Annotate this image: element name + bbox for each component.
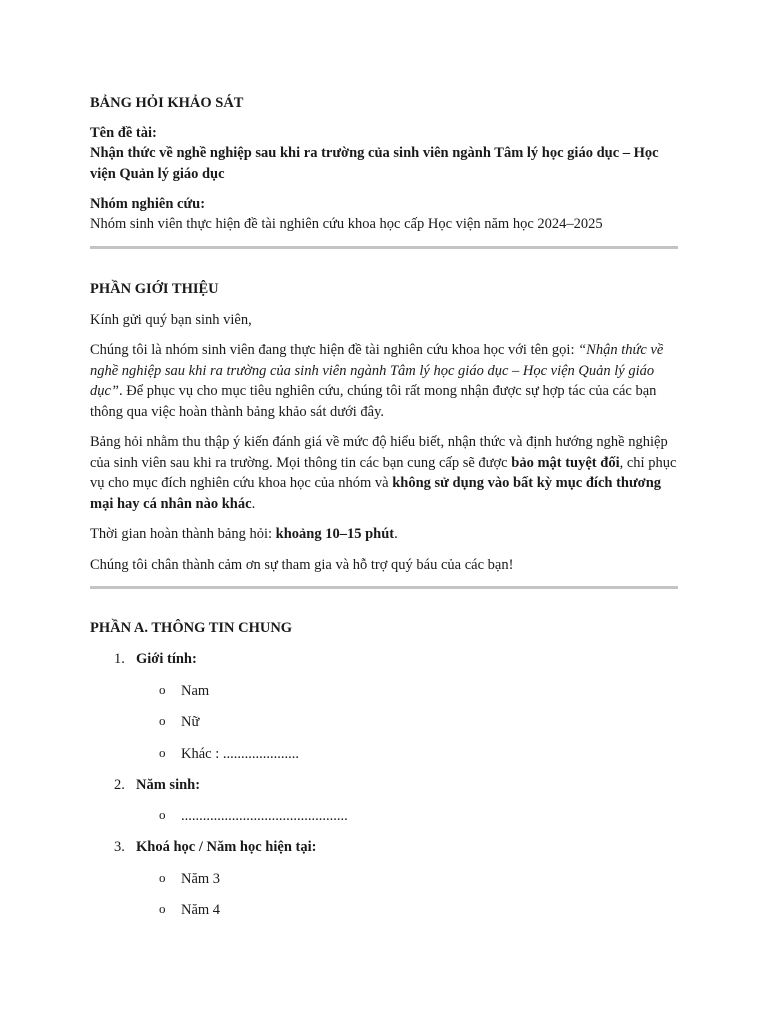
option-nam-4[interactable]: [136, 900, 678, 920]
option-label: Khác : .....................: [181, 745, 299, 762]
question-number: 3.: [114, 839, 125, 855]
question-list: [90, 649, 678, 920]
intro-greeting: Kính gửi quý bạn sinh viên,: [90, 311, 252, 328]
intro-time-period: .: [394, 526, 398, 542]
option-nam-3[interactable]: [136, 869, 678, 889]
question-course-year: [90, 837, 678, 920]
group-text: Nhóm sinh viên thực hiện đề tài nghiên cứu khoa học cấp Học viện năm học 2024–2025: [90, 216, 603, 232]
question-number: 1.: [114, 651, 125, 667]
intro-p2-confidential: bảo mật tuyệt đối: [511, 454, 620, 471]
bullet-icon: o: [159, 869, 166, 885]
option-list: [136, 869, 678, 921]
option-nu[interactable]: [136, 712, 678, 732]
option-birth-year-blank[interactable]: [136, 806, 678, 826]
bullet-icon: o: [159, 744, 166, 760]
divider: [90, 586, 678, 589]
topic-label: Tên đề tài:: [90, 125, 157, 141]
intro-p1-topic-title: “Nhận thức về nghề nghiệp sau khi ra trường của sinh viên ngành Tâm lý học giáo dục – Học viện Quản lý giáo dục”: [90, 342, 664, 399]
question-gender: [90, 649, 678, 764]
question-label: Giới tính:: [136, 651, 197, 667]
bullet-icon: o: [159, 681, 166, 697]
option-label: Nam: [181, 682, 210, 699]
option-nam[interactable]: [136, 681, 678, 701]
option-khac[interactable]: [136, 744, 678, 764]
divider: [90, 246, 678, 249]
question-label: Năm sinh:: [136, 776, 201, 793]
intro-p2-text: Bảng hỏi nhằm thu thập ý kiến đánh giá về mức độ hiểu biết, nhận thức và định hướng nghề nghiệp của sinh viên sau khi ra trường. Mọi thông tin các bạn cung cấp sẽ được: [90, 434, 668, 471]
option-list: [136, 681, 678, 764]
option-label: ..............................................: [181, 808, 348, 824]
intro-thanks: Chúng tôi chân thành cảm ơn sự tham gia và hỗ trợ quý báu của các bạn!: [90, 556, 514, 573]
question-label: Khoá học / Năm học hiện tại:: [136, 839, 317, 855]
question-birth-year: [90, 775, 678, 827]
group-label: Nhóm nghiên cứu:: [90, 196, 206, 212]
intro-p2-no-commercial-use: không sử dụng vào bất kỳ mục đích thương mại hay cá nhân nào khác: [90, 475, 662, 512]
bullet-icon: o: [159, 901, 166, 916]
intro-time-label: Thời gian hoàn thành bảng hỏi:: [90, 526, 276, 542]
option-label: Năm 4: [181, 902, 221, 918]
intro-p1-text-end: . Để phục vụ cho mục tiêu nghiên cứu, chúng tôi rất mong nhận được sự hợp tác của các bạn thông qua việc hoàn thành bảng khảo sát dưới đây.: [90, 383, 657, 420]
bullet-icon: o: [159, 713, 166, 728]
intro-heading: PHẦN GIỚI THIỆU: [90, 280, 219, 297]
intro-p2-text-mid: , chỉ phục vụ cho mục đích nghiên cứu khoa học của nhóm và: [90, 454, 677, 491]
intro-time: [90, 524, 678, 545]
intro-p1-text: Chúng tôi là nhóm sinh viên đang thực hiện đề tài nghiên cứu khoa học với tên gọi:: [90, 342, 579, 358]
intro-time-value: khoảng 10–15 phút: [275, 526, 395, 542]
option-list: [136, 806, 678, 826]
topic-text: Nhận thức về nghề nghiệp sau khi ra trường của sinh viên ngành Tâm lý học giáo dục – Học viện Quản lý giáo dục: [90, 145, 659, 182]
intro-paragraph-1: [90, 340, 678, 422]
option-label: Nữ: [181, 714, 200, 730]
document-content: [90, 93, 678, 920]
survey-title: BẢNG HỎI KHẢO SÁT: [90, 95, 244, 111]
option-label: Năm 3: [181, 870, 221, 887]
section-a-heading: PHẦN A. THÔNG TIN CHUNG: [90, 620, 293, 636]
question-number: 2.: [114, 776, 125, 793]
intro-paragraph-2: [90, 432, 678, 514]
intro-p2-period: .: [251, 495, 256, 512]
bullet-icon: o: [159, 807, 166, 822]
